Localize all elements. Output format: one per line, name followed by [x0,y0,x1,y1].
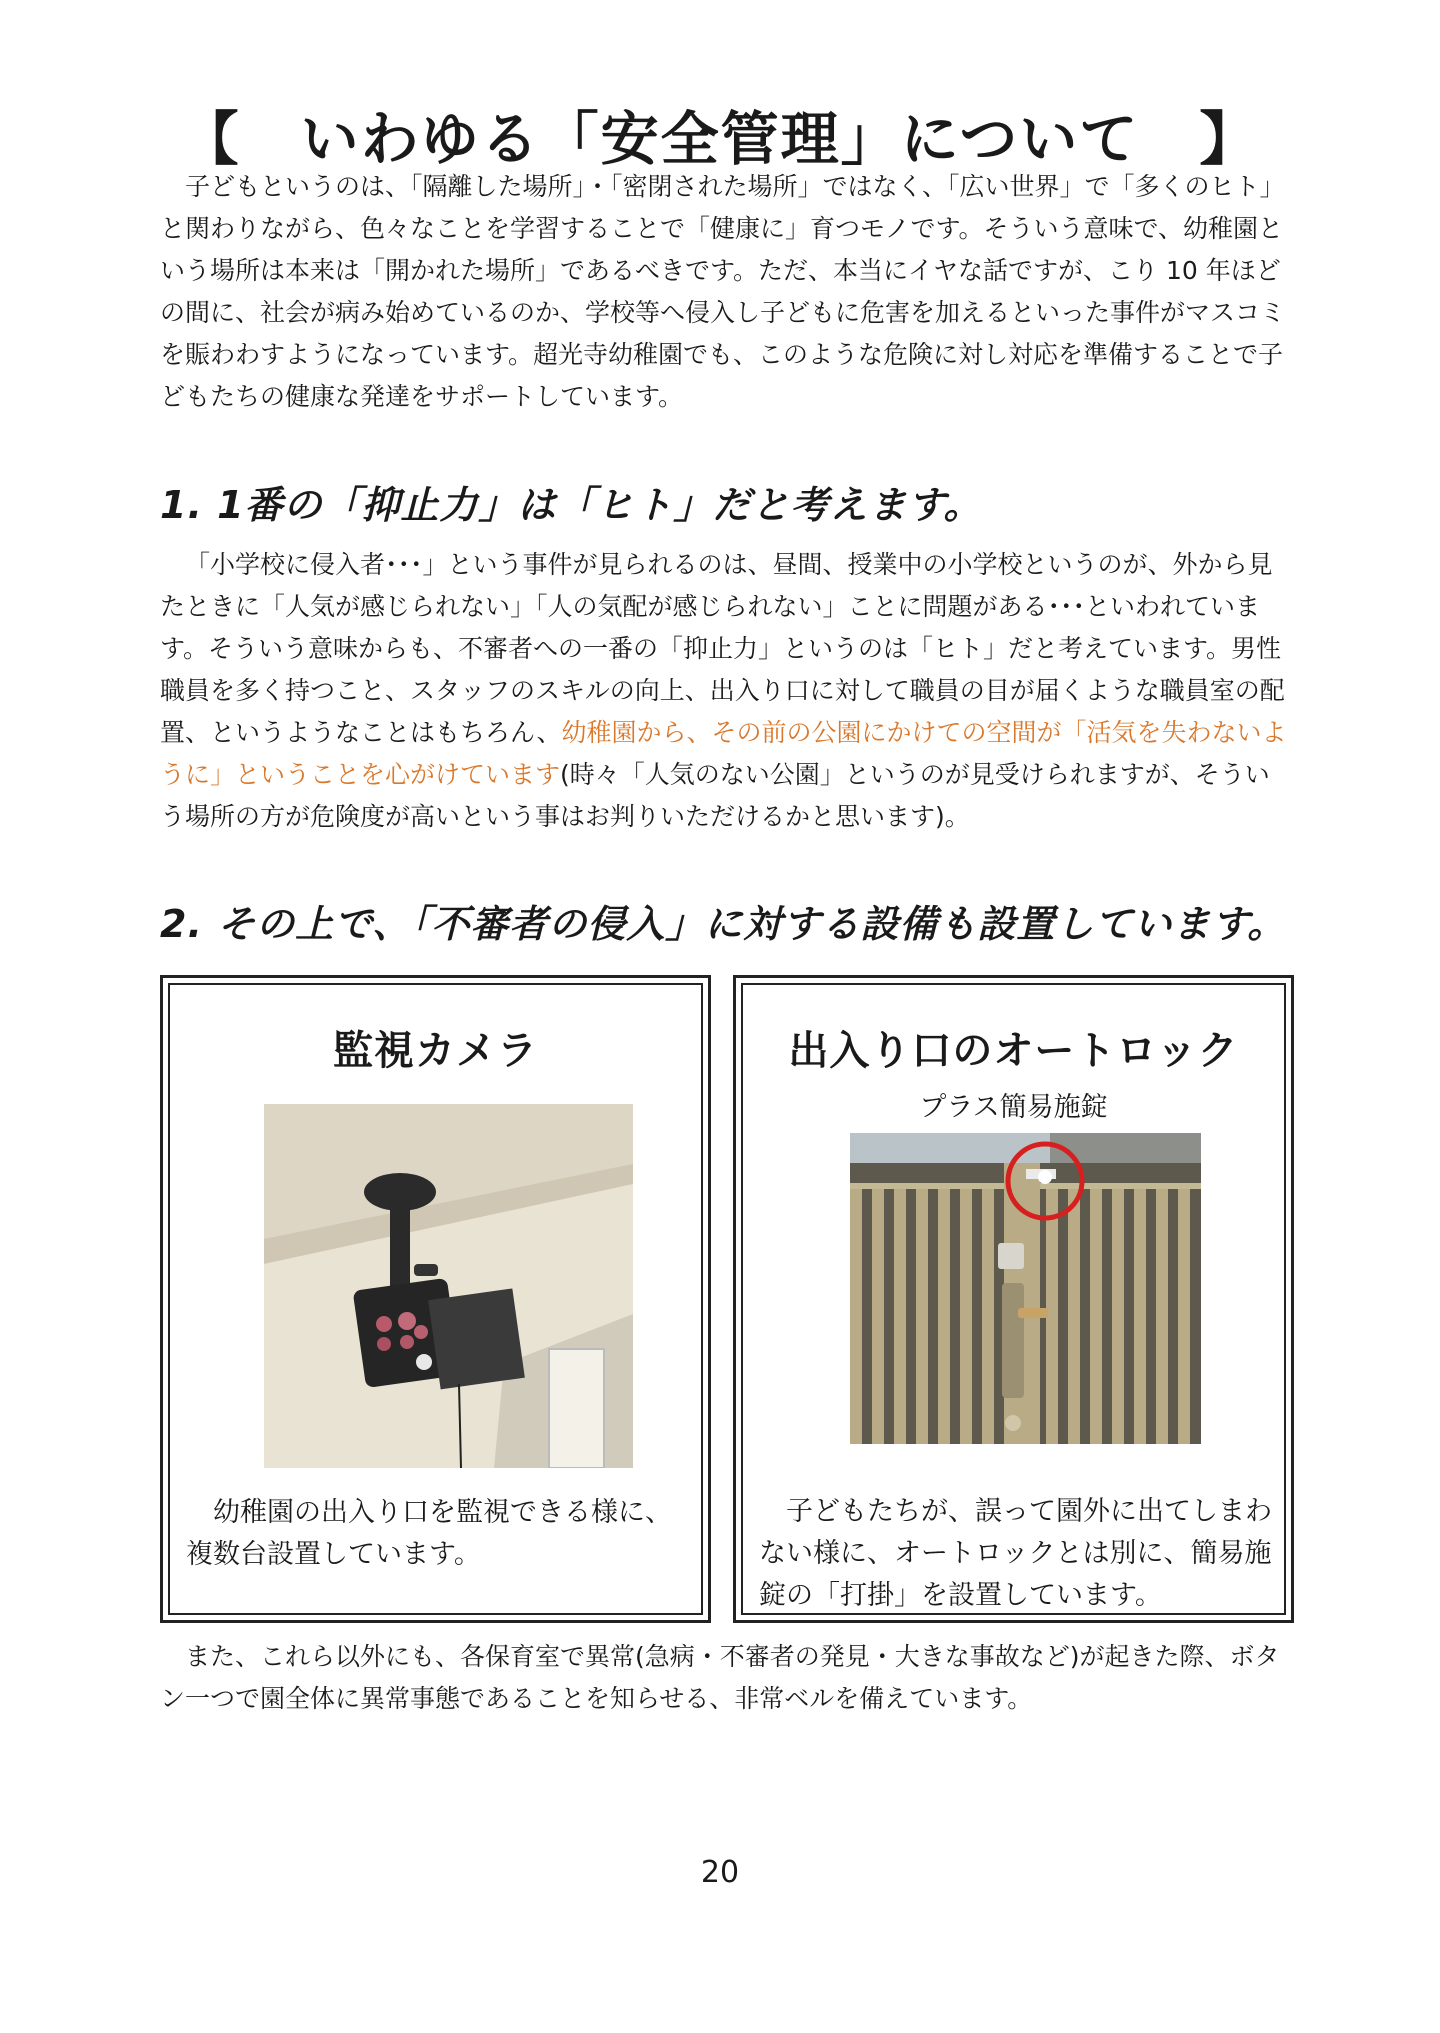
section1-text-after: (時々「人気のない公園」というのが見受けられますが、そういう場所の方が危険度が高いという事はお判りいただけるかと思います)。 [160,760,1270,831]
intro-paragraph: 子どもというのは、「隔離した場所」・「密閉された場所」ではなく、「広い世界」で「多くのヒト」と関わりながら、色々なことを学習することで「健康に」育つモノです。そういう意味で、幼稚園という場所は本来は「開かれた場所」であるべきです。ただ、本当にイヤな話ですが、こり 10 年ほどの間に、社会が病み始めているのか、学校等へ侵入し子どもに危害を加えるといった事件がマスコミを賑わわすようになっています。超光寺幼稚園でも、このような危険に対し対応を準備することで子どもたちの健康な発達をサポートしています。 [160,172,1286,411]
closing-paragraph: また、これら以外にも、各保育室で異常(急病・不審者の発見・大きな事故など)が起きた際、ボタン一つで園全体に異常事態であることを知らせる、非常ベルを備えています。 [160,1642,1280,1713]
autolock-subtitle: プラス簡易施錠 [919,1092,1108,1123]
page-title: 【 いわゆる「安全管理」について 】 [180,105,1260,173]
camera-title: 監視カメラ [333,1028,538,1074]
section1-paragraph [160,544,1292,838]
camera-caption: 幼稚園の出入り口を監視できる様に、複数台設置しています。 [186,1497,672,1570]
autolock-photo [850,1133,1201,1444]
section1-heading: 1. 1番の「抑止力」は「ヒト」だと考えます。 [160,483,983,527]
autolock-box [733,975,1294,1623]
autolock-box-inner [741,983,1286,1615]
autolock-caption: 子どもたちが、誤って園外に出てしまわない様に、オートロックとは別に、簡易施錠の「打掛」を設置しています。 [759,1496,1272,1611]
section1-text-before: 「小学校に侵入者･･･」という事件が見られるのは、昼間、授業中の小学校というのが、外から見たときに「人気が感じられない」「人の気配が感じられない」ことに問題がある･･･といわれています。そういう意味からも、不審者への一番の「抑止力」というのは「ヒト」だと考えています。男性職員を多く持つこと、スタッフのスキルの向上、出入り口に対して職員の目が届くような職員室の配置、というようなことはもちろん、 [160,550,1285,747]
camera-box [160,975,711,1623]
camera-box-inner [168,983,703,1615]
autolock-title: 出入り口のオートロック [788,1028,1239,1074]
section1-highlight: 幼稚園から、その前の公園にかけての空間が「活気を失わないように」ということを心がけています [160,718,1287,789]
camera-photo [264,1104,633,1468]
section2-heading: 2. その上で、「不審者の侵入」に対する設備も設置しています。 [160,902,1287,946]
page-number: 20 [700,1855,740,1890]
security-camera-icon [264,1104,633,1468]
gate-lock-icon [850,1133,1201,1444]
